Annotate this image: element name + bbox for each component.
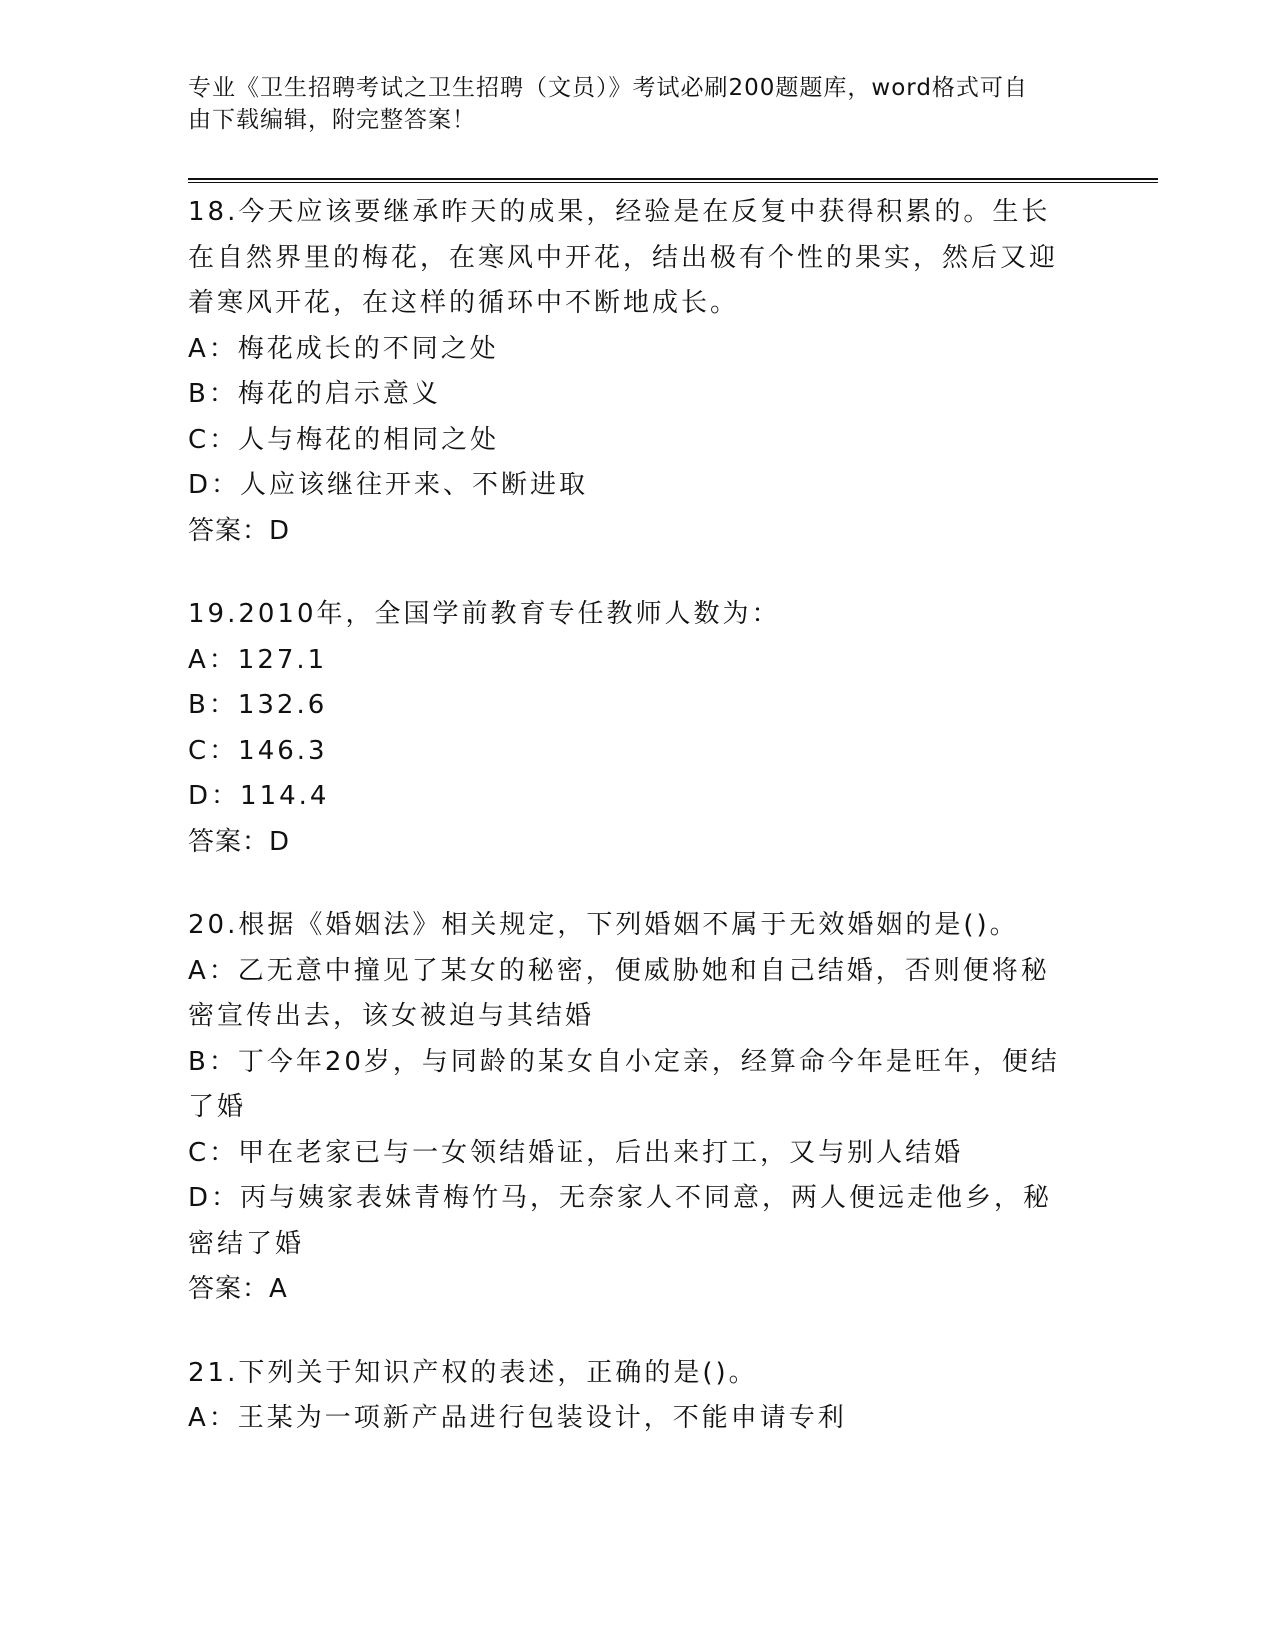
option-a: A：127.1: [188, 644, 328, 675]
option-a: A：王某为一项新产品进行包装设计，不能申请专利: [188, 1403, 847, 1433]
question-stem: 20.根据《婚姻法》相关规定，下列婚姻不属于无效婚姻的是()。: [188, 910, 1019, 940]
answer-label: 答案：D: [188, 826, 291, 857]
question-20: [188, 903, 1078, 1313]
header-line-2: 由下载编辑，附完整答案！: [188, 107, 476, 133]
option-a: A：乙无意中撞见了某女的秘密，便威胁她和自己结婚，否则便将秘密宣传出去，该女被迫与其结婚: [188, 955, 1050, 1031]
option-d: D：丙与姨家表妹青梅竹马，无奈家人不同意，两人便远走他乡，秘密结了婚: [188, 1183, 1053, 1259]
question-stem: 18.今天应该要继承昨天的成果，经验是在反复中获得积累的。生长在自然界里的梅花，在寒风中开花，结出极有个性的果实，然后又迎着寒风开花，在这样的循环中不断地成长。: [188, 197, 1059, 318]
document-header: [188, 72, 1068, 136]
option-c: C：人与梅花的相同之处: [188, 424, 500, 455]
option-b: B：丁今年20岁，与同龄的某女自小定亲，经算命今年是旺年，便结了婚: [188, 1046, 1060, 1122]
header-line-1: 专业《卫生招聘考试之卫生招聘（文员）》考试必刷200题题库，word格式可自: [188, 75, 1028, 101]
answer-label: 答案：D: [188, 515, 291, 546]
question-stem: 21.下列关于知识产权的表述，正确的是()。: [188, 1357, 758, 1388]
option-a: A：梅花成长的不同之处: [188, 333, 499, 364]
option-d: D：114.4: [188, 781, 330, 811]
answer-label: 答案：A: [188, 1274, 288, 1304]
question-21: [188, 1351, 1078, 1442]
question-18: [188, 190, 1078, 554]
question-list: [188, 190, 1078, 1480]
option-c: C：146.3: [188, 735, 328, 766]
divider-thin: [188, 182, 1158, 183]
option-b: B：132.6: [188, 690, 328, 720]
divider-thick: [188, 178, 1158, 180]
option-d: D：人应该继往开来、不断进取: [188, 470, 589, 500]
question-stem: 19.2010年，全国学前教育专任教师人数为：: [188, 599, 781, 629]
option-c: C：甲在老家已与一女领结婚证，后出来打工，又与别人结婚: [188, 1137, 964, 1168]
question-19: [188, 592, 1078, 865]
option-b: B：梅花的启示意义: [188, 379, 441, 409]
header-divider: [188, 178, 1158, 184]
